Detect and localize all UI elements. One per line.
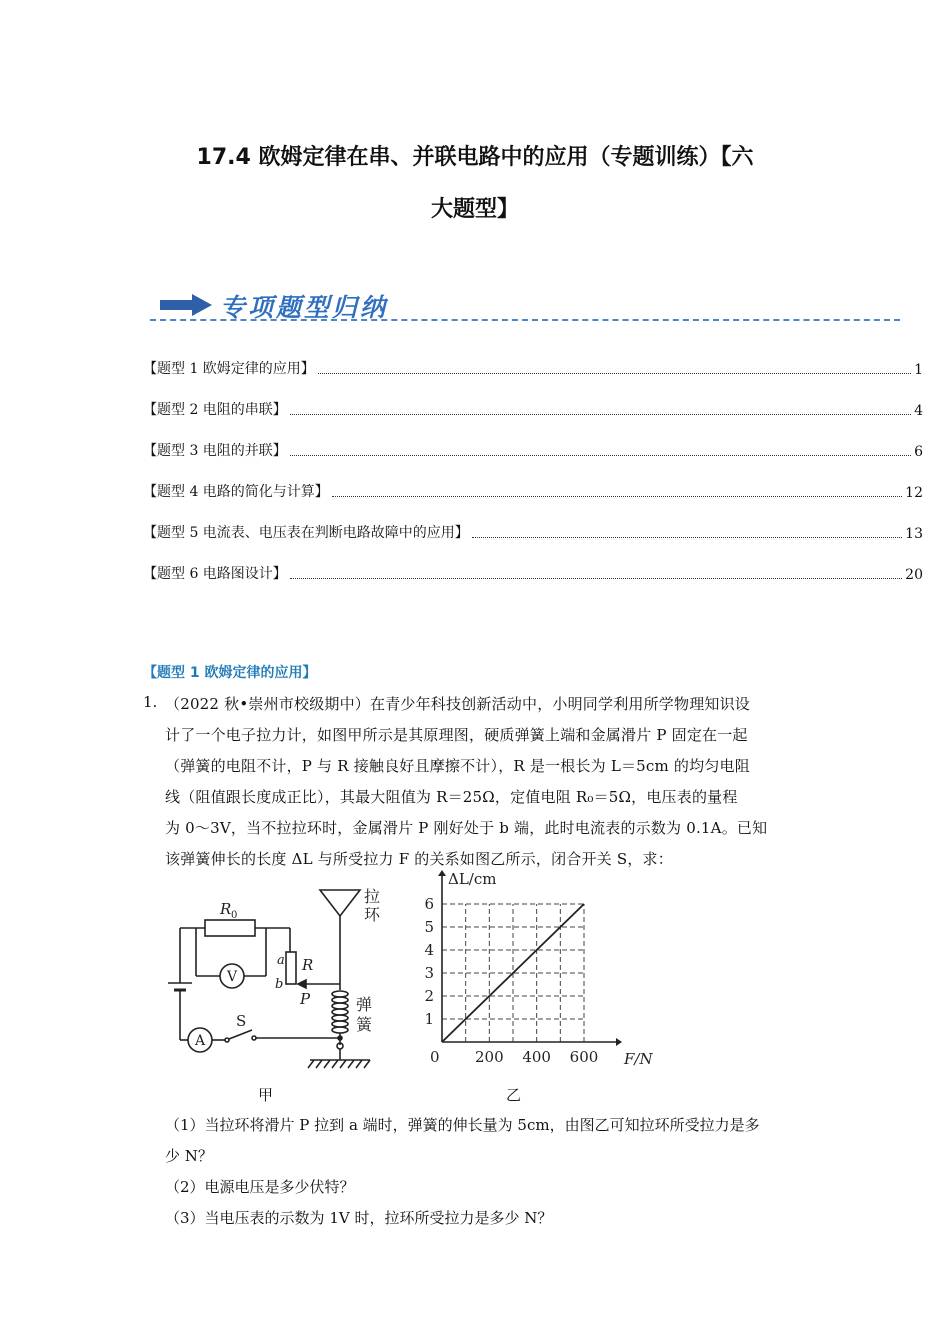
question-text-line: 线（阻值跟长度成正比），其最大阻值为 R＝25Ω，定值电阻 R₀＝5Ω，电压表的量程 (165, 788, 738, 806)
toc-item-page: 4 (914, 403, 923, 419)
ammeter-label: A (194, 1033, 206, 1049)
section-heading: 【题型 1 欧姆定律的应用】 (143, 665, 317, 681)
toc-item-page: 13 (905, 526, 923, 542)
question-text-line: 为 0～3V，当不拉拉环时，金属滑片 P 刚好处于 b 端，此时电流表的示数为 0.1A。已知 (165, 819, 768, 837)
toc-item-page: 6 (914, 444, 923, 460)
y-axis-label: ΔL/cm (448, 870, 497, 888)
toc-item-page: 20 (905, 567, 923, 583)
switch-label: S (236, 1012, 247, 1030)
toc-item[interactable] (143, 399, 923, 419)
toc-leader (332, 496, 902, 497)
x-axis-arrow (616, 1038, 622, 1046)
y-tick-label: 6 (424, 895, 434, 913)
r0-label: R (220, 900, 232, 918)
toc-leader (472, 537, 902, 538)
y-tick-label: 2 (424, 987, 434, 1005)
switch-blade (229, 1030, 252, 1039)
resistor-r0 (205, 920, 255, 936)
toc-item-label: 【题型 5 电流表、电压表在判断电路故障中的应用】 (143, 525, 469, 541)
toc-item-label: 【题型 6 电路图设计】 (143, 566, 287, 582)
toc-leader (290, 455, 911, 456)
switch-contact (225, 1038, 229, 1042)
x-tick-label: 400 (522, 1048, 551, 1066)
toc-item-label: 【题型 3 电阻的并联】 (143, 443, 287, 459)
circuit-caption: 甲 (258, 1086, 274, 1104)
question-text-line: （2022 秋•崇州市校级期中）在青少年科技创新活动中，小明同学利用所学物理知识设 (165, 695, 750, 713)
toc-item-page: 1 (914, 362, 923, 378)
resistor-r (286, 952, 296, 984)
toc-item[interactable] (143, 358, 923, 378)
slider-arrow-icon (298, 980, 306, 988)
question-number: 1. (143, 693, 158, 711)
toc-item-label: 【题型 1 欧姆定律的应用】 (143, 361, 315, 377)
toc-item-label: 【题型 4 电路的简化与计算】 (143, 484, 329, 500)
sub-question: 少 N？ (165, 1147, 213, 1165)
y-axis-arrow (438, 870, 446, 876)
doc-title-line1: 17.4 欧姆定律在串、并联电路中的应用（专题训练）【六 (196, 145, 754, 170)
origin-label: 0 (430, 1048, 440, 1066)
a-end-label: a (277, 953, 285, 968)
arrow-icon (160, 294, 212, 316)
y-tick-label: 4 (424, 941, 434, 959)
ring-label-1: 拉 (364, 887, 381, 906)
question-text-line: 该弹簧伸长的长度 ΔL 与所受拉力 F 的关系如图乙所示，闭合开关 S，求： (165, 850, 673, 868)
sub-question: （2）电源电压是多少伏特？ (165, 1178, 355, 1196)
sub-question: （1）当拉环将滑片 P 拉到 a 端时，弹簧的伸长量为 5cm，由图乙可知拉环所受拉力是多 (165, 1116, 760, 1134)
r0-subscript: 0 (231, 910, 238, 921)
spring-icon (332, 991, 348, 1033)
toc-item[interactable] (143, 563, 923, 583)
spring-label-1: 弹 (356, 995, 373, 1014)
force-extension-chart (420, 870, 660, 1070)
chart-caption: 乙 (506, 1086, 522, 1104)
y-tick-label: 3 (424, 964, 434, 982)
pull-ring-icon (320, 890, 360, 916)
r-label: R (302, 956, 314, 974)
voltmeter-label: V (226, 969, 238, 985)
y-tick-label: 1 (424, 1010, 434, 1028)
toc-item[interactable] (143, 440, 923, 460)
toc-item[interactable] (143, 481, 923, 501)
toc-item[interactable] (143, 522, 923, 542)
p-label: P (300, 990, 311, 1008)
x-axis-label: F/N (624, 1050, 653, 1068)
toc-leader (290, 414, 911, 415)
circuit-diagram (160, 880, 390, 1080)
question-text-line: （弹簧的电阻不计，P 与 R 接触良好且摩擦不计），R 是一根长为 L＝5cm 的均匀电阻 (165, 757, 750, 775)
ring-label-2: 环 (364, 905, 381, 924)
toc-leader (318, 373, 911, 374)
toc-item-page: 12 (905, 485, 923, 501)
question-text-line: 计了一个电子拉力计，如图甲所示是其原理图，硬质弹簧上端和金属滑片 P 固定在一起 (165, 726, 748, 744)
x-tick-label: 600 (569, 1048, 599, 1066)
toc-item-label: 【题型 2 电阻的串联】 (143, 402, 287, 418)
b-end-label: b (275, 977, 284, 992)
sub-question: （3）当电压表的示数为 1V 时，拉环所受拉力是多少 N？ (165, 1209, 553, 1227)
spring-label-2: 簧 (356, 1015, 373, 1034)
banner-divider (150, 319, 900, 321)
doc-title-line2: 大题型】 (430, 197, 519, 222)
ground-icon (308, 1060, 370, 1068)
banner-title: 专项题型归纳 (220, 293, 389, 322)
x-tick-label: 200 (475, 1048, 504, 1066)
section-banner (150, 286, 900, 326)
y-tick-label: 5 (424, 918, 434, 936)
toc-leader (290, 578, 902, 579)
